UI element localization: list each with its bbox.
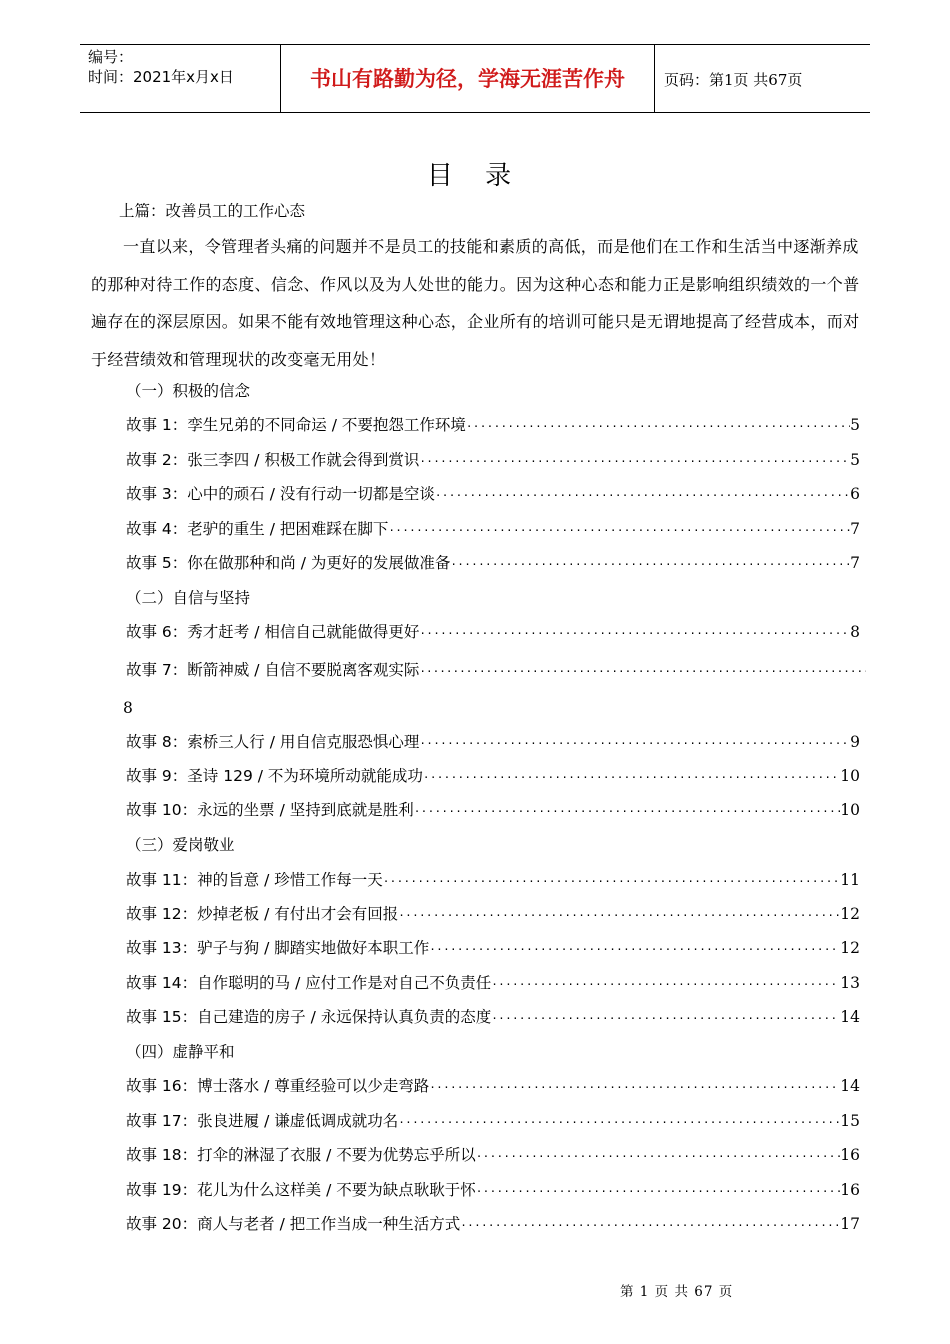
toc-leader-dots [476, 1180, 841, 1204]
toc-entry[interactable] [126, 1005, 860, 1029]
part-title: 上篇：改善员工的工作心态 [119, 202, 306, 220]
toc-entry-title: 故事 6：秀才赶考 / 相信自己就能做得更好 [126, 623, 420, 641]
toc-leader-dots [491, 1007, 840, 1031]
toc-entry-title: 故事 2：张三李四 / 积极工作就会得到赏识 [126, 451, 420, 469]
toc-leader-dots [476, 1145, 841, 1169]
toc-entry-page: 12 [840, 939, 860, 957]
toc-leader-dots [383, 870, 841, 894]
toc-entry-page: 6 [850, 485, 860, 503]
section-heading: （一）积极的信念 [126, 382, 251, 400]
toc-entry[interactable] [126, 551, 860, 575]
toc-entry-title: 故事 10：永远的坐票 / 坚持到底就是胜利 [126, 801, 414, 819]
section-heading: （四）虚静平和 [126, 1043, 235, 1061]
toc-entry-page: 10 [840, 801, 860, 819]
toc-entry-title: 故事 7：断箭神威 / 自信不要脱离客观实际 [126, 661, 420, 679]
toc-entry[interactable] [126, 868, 860, 892]
toc-entry-page: 15 [840, 1112, 860, 1130]
toc-entry[interactable] [126, 971, 860, 995]
toc-entry-title: 故事 17：张良进履 / 谦虚低调成就功名 [126, 1112, 399, 1130]
toc-entry-page: 13 [840, 974, 860, 992]
header-number-label: 编号： [88, 48, 134, 66]
header-time-label: 时间：2021年x月x日 [88, 68, 234, 86]
toc-entry-title: 故事 4：老驴的重生 / 把困难踩在脚下 [126, 520, 389, 538]
toc-entry-page: 17 [840, 1215, 860, 1233]
toc-leader-dots [429, 1076, 840, 1100]
toc-entry-title: 故事 3：心中的顽石 / 没有行动一切都是空谈 [126, 485, 435, 503]
header-bottom-rule [80, 112, 870, 113]
page-title: 目 录 [426, 161, 524, 191]
toc-entry-page: 7 [850, 554, 860, 572]
toc-entry-page: 16 [840, 1181, 860, 1199]
toc-entry-page: 14 [840, 1077, 860, 1095]
toc-entry-page: 7 [850, 520, 860, 538]
toc-leader-dots [423, 766, 840, 790]
toc-leader-dots [419, 622, 850, 646]
section-heading: （二）自信与坚持 [126, 589, 251, 607]
toc-leader-dots [460, 1214, 840, 1238]
header-motto: 书山有路勤为径，学海无涯苦作舟 [310, 67, 625, 91]
toc-leader-dots [450, 553, 850, 577]
toc-entry-page: 14 [840, 1008, 860, 1026]
toc-entry-title: 故事 19：花儿为什么这样美 / 不要为缺点耿耿于怀 [126, 1181, 476, 1199]
toc-entry-title: 故事 20：商人与老者 / 把工作当成一种生活方式 [126, 1215, 461, 1233]
toc-entry[interactable] [126, 798, 860, 822]
toc-entry-page: 5 [850, 416, 860, 434]
toc-entry[interactable] [126, 1109, 860, 1133]
toc-entry[interactable] [126, 620, 860, 644]
toc-leader-dots [491, 973, 840, 997]
toc-leader-dots [398, 904, 840, 928]
intro-paragraph: 一直以来，令管理者头痛的问题并不是员工的技能和素质的高低，而是他们在工作和生活当中逐渐养成的那种对待工作的态度、信念、作风以及为人处世的能力。因为这种心态和能力正是影响组织绩效的一个普遍存在的深层原因。如果不能有效地管理这种心态，企业所有的培训可能只是无谓地提高了经营成本，而对于经营绩效和管理现状的改变毫无用处！ [91, 237, 860, 369]
toc-entry-title: 故事 8：索桥三人行 / 用自信克服恐惧心理 [126, 733, 420, 751]
toc-entry-page: 9 [850, 733, 860, 751]
toc-leader-dots [419, 660, 866, 684]
toc-entry-page: 5 [850, 451, 860, 469]
section-heading: （三）爱岗敬业 [126, 836, 235, 854]
toc-leader-dots [414, 800, 841, 824]
toc-entry[interactable] [126, 764, 860, 788]
toc-entry[interactable] [126, 517, 860, 541]
toc-entry[interactable] [126, 902, 860, 926]
toc-entry-title: 故事 13：驴子与狗 / 脚踏实地做好本职工作 [126, 939, 430, 957]
toc-entry[interactable] [126, 730, 860, 754]
header-meta [88, 47, 234, 87]
toc-entry-page: 10 [840, 767, 860, 785]
toc-entry[interactable] [126, 1143, 860, 1167]
toc-entry-page: 16 [840, 1146, 860, 1164]
toc-entry-title: 故事 12：炒掉老板 / 有付出才会有回报 [126, 905, 399, 923]
toc-entry-title: 故事 11：神的旨意 / 珍惜工作每一天 [126, 871, 383, 889]
header-page-info: 页码：第1页 共67页 [664, 71, 803, 89]
toc-entry-title: 故事 16：博士落水 / 尊重经验可以少走弯路 [126, 1077, 430, 1095]
page-footer: 第 1 页 共 67 页 [620, 1284, 734, 1300]
toc-entry-title: 故事 1：孪生兄弟的不同命运 / 不要抱怨工作环境 [126, 416, 466, 434]
toc-entry-title: 故事 14：自作聪明的马 / 应付工作是对自己不负责任 [126, 974, 492, 992]
toc-entry[interactable] [126, 658, 866, 684]
toc-entry-page: 11 [840, 871, 860, 889]
toc-entry-page: 8 [123, 699, 133, 717]
toc-leader-dots [388, 519, 850, 543]
toc-entry-page: 8 [850, 623, 860, 641]
toc-leader-dots [398, 1111, 840, 1135]
toc-leader-dots [419, 732, 850, 756]
toc-entry[interactable] [126, 413, 860, 437]
header-top-rule [80, 44, 870, 45]
toc-entry-title: 故事 18：打伞的淋湿了衣服 / 不要为优势忘乎所以 [126, 1146, 476, 1164]
toc-leader-dots [419, 450, 850, 474]
toc-entry-page: 12 [840, 905, 860, 923]
toc-entry-title: 故事 5：你在做那种和尚 / 为更好的发展做准备 [126, 554, 451, 572]
toc-entry[interactable] [126, 1178, 860, 1202]
toc-leader-dots [429, 938, 840, 962]
toc-entry[interactable] [126, 482, 860, 506]
header-divider-2 [654, 44, 655, 112]
toc-entry[interactable] [126, 448, 860, 472]
toc-leader-dots [466, 415, 850, 439]
toc-entry[interactable] [126, 936, 860, 960]
toc-entry[interactable] [126, 1212, 860, 1236]
toc-leader-dots [435, 484, 850, 508]
toc-entry[interactable] [126, 1074, 860, 1098]
toc-entry-title: 故事 15：自己建造的房子 / 永远保持认真负责的态度 [126, 1008, 492, 1026]
toc-entry-title: 故事 9：圣诗 129 / 不为环境所动就能成功 [126, 767, 423, 785]
